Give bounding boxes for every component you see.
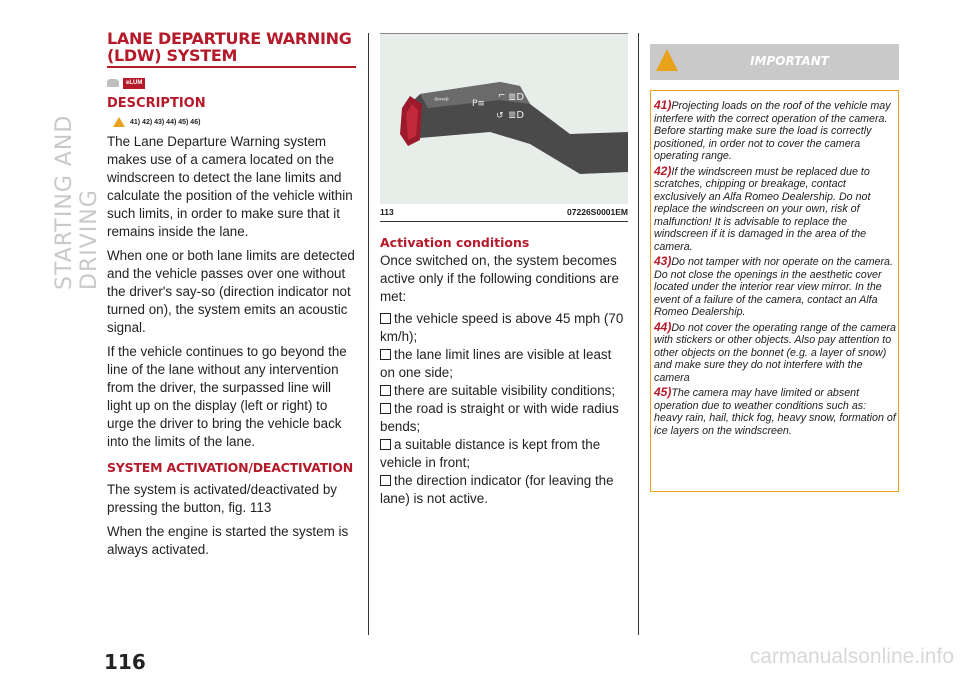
important-note: 43)Do not tamper with nor operate on the camera. Do not close the openings in the aesthetic cover located under the interior rear view mirror. In the event of a failure of the camera, contact an Alfa Romeo Dealership. <box>654 254 893 318</box>
checkbox-bullet-icon <box>380 475 391 486</box>
figure-number: 113 <box>380 207 394 217</box>
checkbox-bullet-icon <box>380 403 391 414</box>
conditions-intro: Once switched on, the system becomes active only if the following conditions are met: <box>380 253 619 304</box>
description-paragraph: When one or both lane limits are detected and the vehicle passes over one without the driver's say-so (direction indicator not turned on), the system emits an acoustic signal. <box>107 248 355 335</box>
list-item: there are suitable visibility conditions; <box>380 382 628 400</box>
page-title-line1: LANE DEPARTURE WARNING <box>107 29 352 48</box>
conditions-heading: Activation conditions <box>380 235 530 250</box>
warning-refs <box>107 117 355 127</box>
watermark[interactable]: carmanualsonline.info <box>749 645 954 668</box>
svg-text:≣D: ≣D <box>508 92 525 103</box>
description-heading: DESCRIPTION <box>107 96 206 111</box>
list-item: a suitable distance is kept from the vehicle in front; <box>380 437 601 470</box>
important-header <box>650 44 899 80</box>
market-badge: eLUM <box>123 78 145 89</box>
stalk-illustration <box>380 34 628 204</box>
svg-text:⇦⇨: ⇦⇨ <box>434 95 450 105</box>
important-note: 41)Projecting loads on the roof of the vehicle may interfere with the correct operation of the camera. Before starting make sure the load is correctly positioned, in order not to cover the camera operating range. <box>654 98 891 162</box>
figure-rule <box>380 221 628 222</box>
svg-text:⌐: ⌐ <box>498 91 506 101</box>
warning-icon <box>113 117 125 127</box>
checkbox-bullet-icon <box>380 313 391 324</box>
description-paragraph: If the vehicle continues to go beyond the line of the lane without any intervention from the driver, the surpassed line will light up on the display (left or right) to urge the driver to bring the vehicle back into the limits of the lane. <box>107 344 347 449</box>
page-title <box>107 30 355 64</box>
svg-text:↺: ↺ <box>496 111 504 121</box>
figure-caption <box>380 207 628 217</box>
description-paragraph: The Lane Departure Warning system makes use of a camera located on the windscreen to detect the lane limits and calculate the position of the vehicle within such limits, in order to make sure that it remains inside the lane. <box>107 134 353 239</box>
important-note: 44)Do not cover the operating range of the camera with stickers or other objects. Also pay attention to other objects on the bonnet (e.g. a layer of snow) and make sure they do not interfere with the camera <box>654 319 896 384</box>
market-icons <box>107 76 355 90</box>
column-divider <box>368 33 369 635</box>
important-box <box>650 90 899 492</box>
page-number: 116 <box>104 650 146 674</box>
activation-paragraph: The system is activated/deactivated by pressing the button, fig. 113 <box>107 482 337 515</box>
checkbox-bullet-icon <box>380 385 391 396</box>
page-title-line2: (LDW) SYSTEM <box>107 46 238 65</box>
important-note: 45)The camera may have limited or absent operation due to weather conditions such as: heavy rain, hail, thick fog, heavy snow, formation of ice layers on the windscreen. <box>654 385 896 437</box>
activation-heading: SYSTEM ACTIVATION/DEACTIVATION <box>107 460 354 475</box>
title-rule <box>107 66 356 68</box>
important-title: IMPORTANT <box>750 54 829 68</box>
car-icon <box>107 79 119 87</box>
left-column <box>107 30 355 559</box>
checkbox-bullet-icon <box>380 349 391 360</box>
warning-ref-numbers: 41) 42) 43) 44) 45) 46) <box>130 118 201 126</box>
important-note: 42)If the windscreen must be replaced due to scratches, chipping or breakage, contact exclusively an Alfa Romeo Dealership. Do not replace the windscreen on your own, risk of malfunction! It is advisable to replace the windscreen if it is damaged in the area of the camera. <box>654 163 871 253</box>
activation-paragraph: When the engine is started the system is always activated. <box>107 524 349 557</box>
checkbox-bullet-icon <box>380 439 391 450</box>
list-item: the lane limit lines are visible at least on one side; <box>380 347 612 380</box>
list-item: the vehicle speed is above 45 mph (70 km/h); <box>380 311 624 344</box>
svg-text:P≡: P≡ <box>472 99 485 109</box>
important-column <box>650 44 899 492</box>
section-side-title: STARTING AND DRIVING <box>52 114 102 290</box>
figure-code: 07226S0001EM <box>567 207 628 217</box>
conditions-list <box>380 310 628 508</box>
column-divider <box>638 33 639 635</box>
middle-column <box>380 33 628 508</box>
stalk-figure <box>380 33 628 204</box>
svg-text:≣D: ≣D <box>508 110 525 121</box>
list-item: the direction indicator (for leaving the lane) is not active. <box>380 473 614 506</box>
list-item: the road is straight or with wide radius bends; <box>380 401 619 434</box>
